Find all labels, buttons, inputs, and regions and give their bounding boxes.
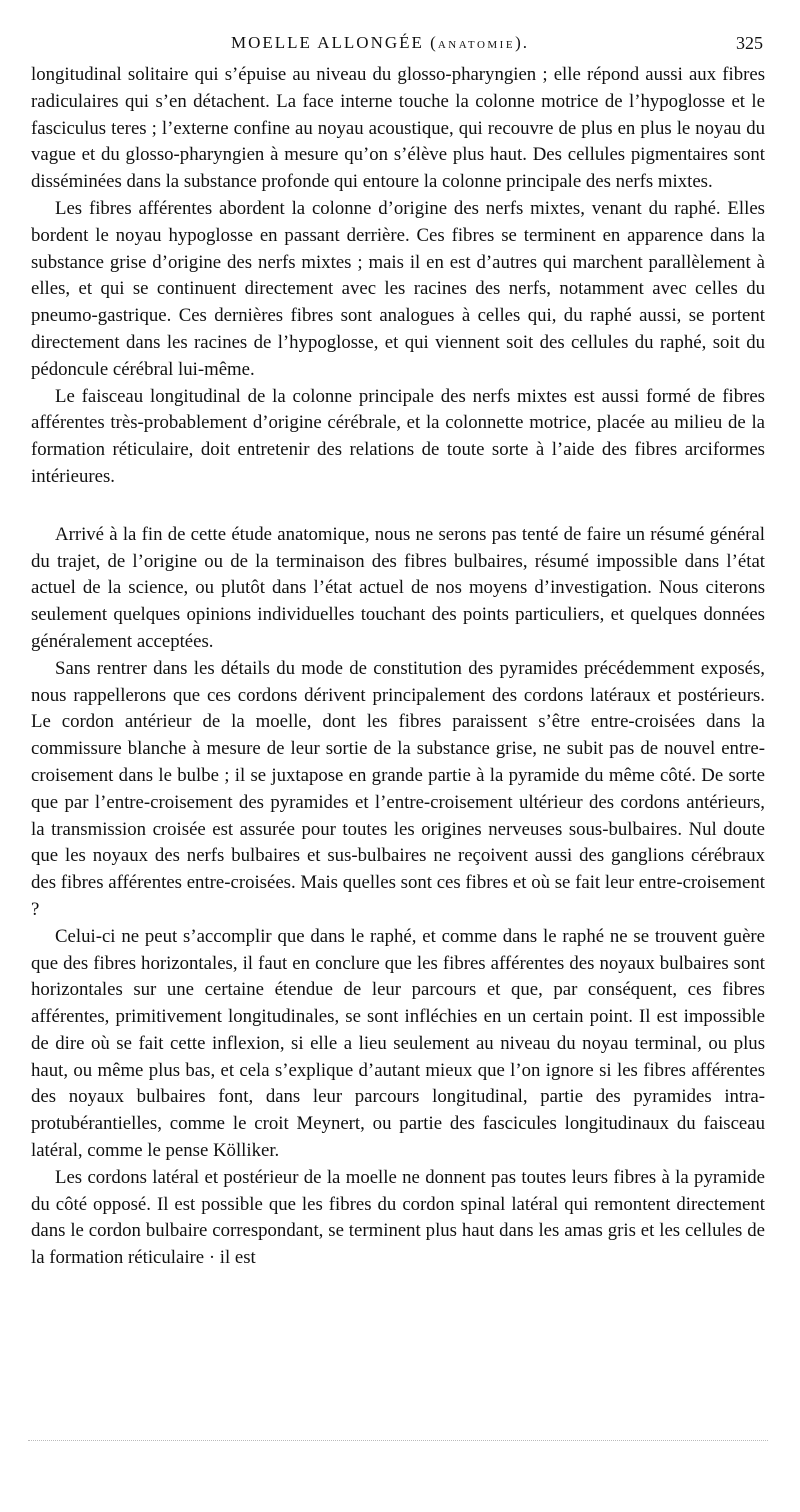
paragraph: Les fibres afférentes abordent la colonne d’origine des nerfs mixtes, venant du raphé. Elles bordent le noyau hypoglosse en passant derrière. Ces fibres se terminent en apparence dans la substance grise d’origine des nerfs mixtes ; mais il en est d’autres qui marchent parallèlement à elles, et qui se continuent directement avec les racines des nerfs, notamment avec celles du pneumo-gastrique. Ces dernières fibres sont analogues à celles qui, du raphé aussi, se portent directement dans les racines de l’hypoglosse, et qui viennent soit des cellules du raphé, soit du pédoncule cérébral lui-même. [31,197,765,380]
page-number: 325 [736,33,763,53]
paragraph: Les cordons latéral et postérieur de la moelle ne donnent pas toutes leurs fibres à la pyramide du côté opposé. Il est possible que les fibres du cordon spinal latéral qui remontent directement dans le cordon bulbaire correspondant, se terminent plus haut dans les amas gris et les cellules de la formation réticulaire · il est [31,1166,765,1269]
running-head [31,30,765,58]
paragraph: Celui-ci ne peut s’accomplir que dans le raphé, et comme dans le raphé ne se trouvent guère que des fibres horizontales, il faut en conclure que les fibres afférentes des noyaux bulbaires sont horizontales sur une certaine étendue de leur parcours et que, par conséquent, ces fibres afférentes, primitivement longitudinales, se sont infléchies en un certain point. Il est impossible de dire où se fait cette inflexion, si elle a lieu seulement au niveau du noyau terminal, ou plus haut, ou même plus bas, et cela s’explique d’autant mieux que l’on ignore si les fibres afférentes des noyaux bulbaires font, dans leur parcours longitudinal, partie des pyramides intra-protubérantielles, comme le croit Meynert, ou partie des fascicules longitudinaux du faisceau latéral, comme le pense Kölliker. [31,925,765,1162]
running-title-main: MOELLE ALLONGÉE ( [231,33,438,52]
paragraph-continued: longitudinal solitaire qui s’épuise au niveau du glosso-pharyngien ; elle répond aussi aux fibres radiculaires qui s’en détachent. La face interne touche la colonne motrice de l’hypoglosse et le fasciculus teres ; l’externe confine au noyau acoustique, qui recouvre de plus en plus le noyau du vague et du glosso-pharyngien à mesure qu’on s’élève plus haut. Des cellules pigmentaires sont disséminées dans la substance profonde qui entoure la colonne principale des nerfs mixtes. [31,64,765,193]
paragraph-section-start: Arrivé à la fin de cette étude anatomique, nous ne serons pas tenté de faire un résumé général du trajet, de l’origine ou de la terminaison des fibres bulbaires, résumé impossible dans l’état actuel de la science, ou plutôt dans l’état actuel de nos moyens d’investigation. Nous citerons seulement quelques opinions individuelles touchant des points particuliers, et quelques données généralement acceptées. [31,523,765,652]
footer-dotted-rule [28,1440,768,1441]
running-title-close: ). [515,33,529,52]
running-title-section: ANATOMIE [437,39,516,51]
book-page [31,30,765,1500]
paragraph: Sans rentrer dans les détails du mode de constitution des pyramides précédemment exposés, nous rappellerons que ces cordons dérivent principalement des cordons latéraux et postérieurs. Le cordon antérieur de la moelle, dont les fibres paraissent s’être entre-croisées dans la commissure blanche à mesure de leur sortie de la substance grise, ne subit pas de nouvel entre-croisement dans le bulbe ; il se juxtapose en grande partie à la pyramide du même côté. De sorte que par l’entre-croisement des pyramides et l’entre-croisement ultérieur des cordons antérieurs, la transmission croisée est assurée pour toutes les origines nerveuses sous-bulbaires. Nul doute que les noyaux des nerfs bulbaires et sus-bulbaires ne reçoivent aussi des ganglions cérébraux des fibres afférentes entre-croisées. Mais quelles sont ces fibres et où se fait leur entre-croisement ? [31,657,765,920]
body-text [31,62,765,1272]
paragraph: Le faisceau longitudinal de la colonne principale des nerfs mixtes est aussi formé de fibres afférentes très-probablement d’origine cérébrale, et la colonnette motrice, placée au milieu de la formation réticulaire, doit entretenir des relations de toute sorte à l’aide des fibres arciformes intérieures. [31,385,765,487]
running-title [231,30,529,58]
